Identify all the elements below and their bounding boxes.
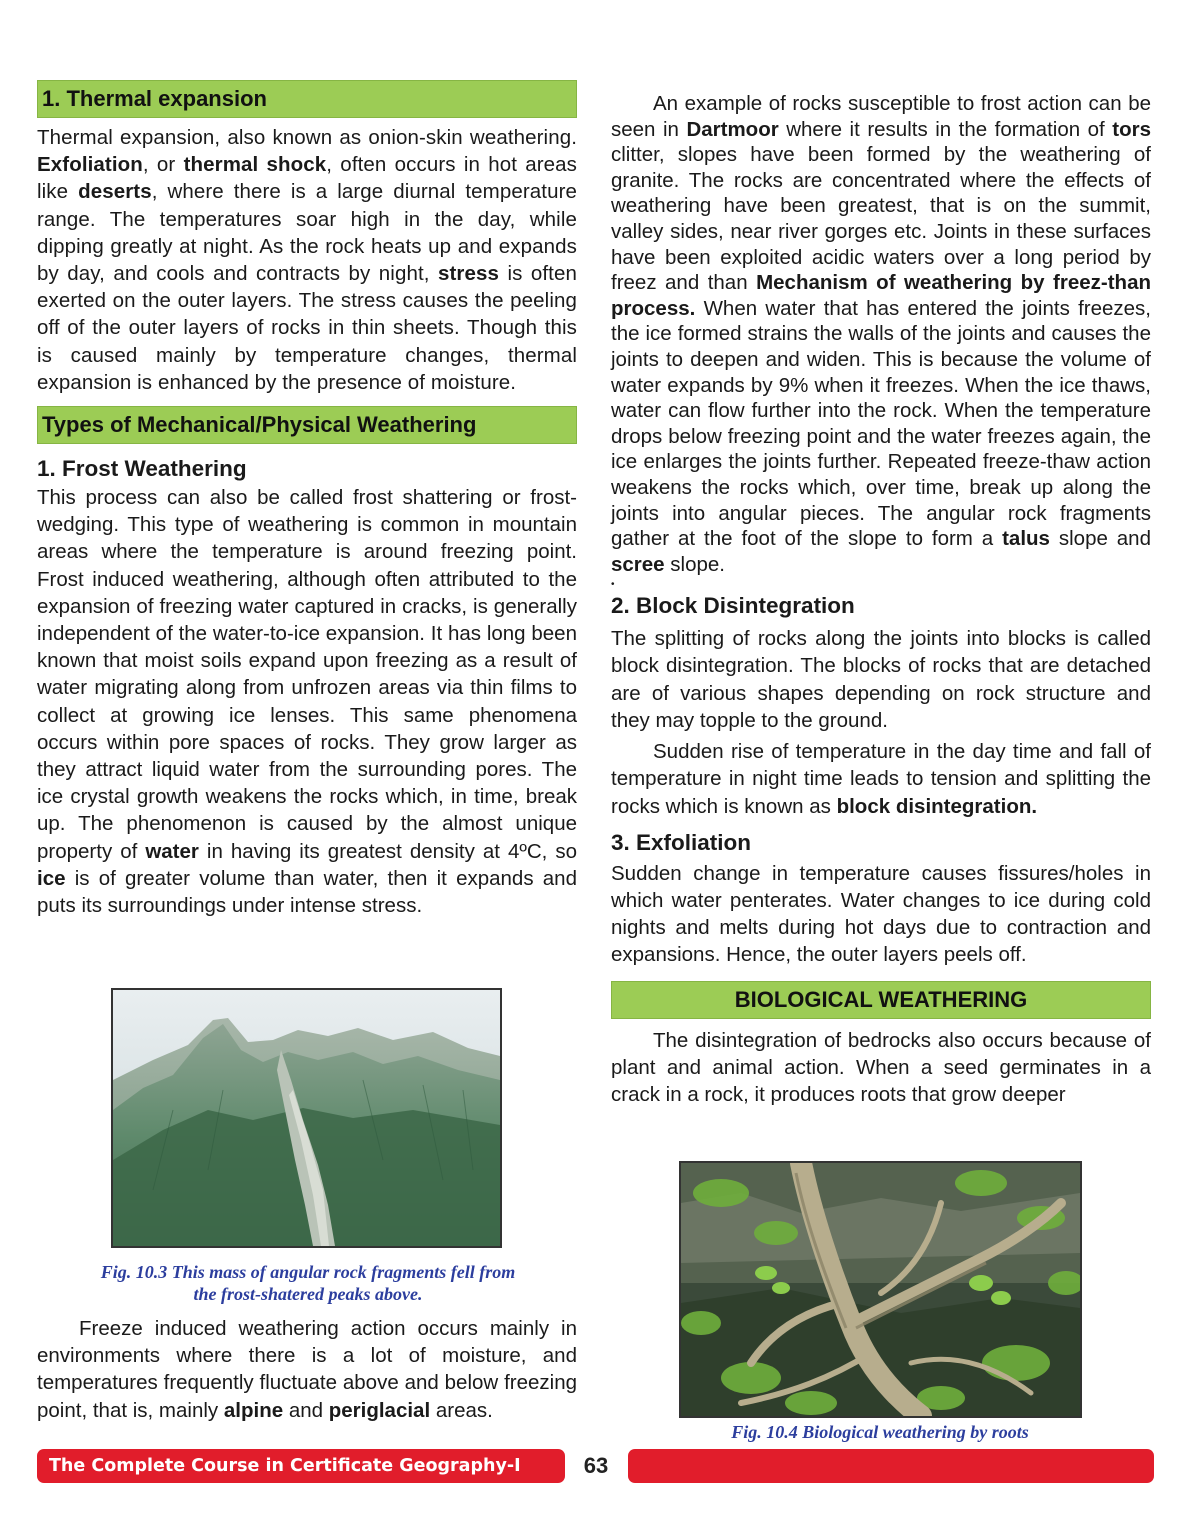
left-column-bottom [37, 1315, 577, 1424]
bold-term: talus [1002, 527, 1050, 551]
thermal-expansion-heading: 1. Thermal expansion [37, 80, 577, 118]
footer-right-bar [628, 1449, 1154, 1483]
fig-10-3-caption [60, 1261, 556, 1305]
bold-term: Mechanism of weathering by freez-than process. [611, 271, 1151, 320]
right-column [611, 91, 1151, 1108]
bold-term: deserts [78, 180, 152, 204]
frost-weathering-paragraph: This process can also be called frost shattering or frost-wedging. This type of weathering is common in mountain areas where the temperature is around freezing point. Frost induced weathering, although often attributed to the expansion of freezing water captured in cracks, is generally independent of the water-to-ice expansion. It has long been known that moist soils expand upon freezing as a result of water migrating along from unfrozen areas via thin films to collect at growing ice lenses. This same phenomena occurs within pore spaces of rocks. They grow larger as they attract liquid water from the surrounding pores. The ice crystal growth weakens the rocks which, in time, break up. The phenomenon is caused by the almost unique property of water in having its greatest density at 4ºC, so ice is of greater volume than water, then it expands and puts its surroundings under intense stress. [37, 486, 577, 918]
bold-term: block disintegration. [836, 794, 1038, 818]
biological-weathering-paragraph: The disintegration of bedrocks also occurs because of plant and animal action. When a seed germinates in a crack in a rock, it produces roots that grow deeper [611, 1028, 1151, 1106]
thermal-expansion-paragraph: Thermal expansion, also known as onion-skin weathering. Exfoliation, or thermal shock, often occurs in hot areas like deserts, where there is a large diurnal temperature range. The temperatures soar high in the day, while dipping greatly at night. As the rock heats up and expands by day, and cools and contracts by night, stress is often exerted on the outer layers. The stress causes the peeling off of the outer layers of rocks in thin sheets. Though this is caused mainly by temperature changes, thermal expansion is enhanced by the presence of moisture. [37, 126, 577, 394]
footer-book-title: The Complete Course in Certificate Geography-I [37, 1449, 565, 1483]
fig-10-3-mountain-photo [111, 988, 502, 1248]
exfoliation-heading: 3. Exfoliation [611, 829, 752, 855]
fig-10-4-caption: Fig. 10.4 Biological weathering by roots [731, 1422, 1029, 1442]
page-number: 63 [566, 1444, 626, 1488]
block-disintegration-paragraph-1: The splitting of rocks along the joints into blocks is called block disintegration. The blocks of rocks that are detached are of various shapes depending on rock structure and they may topple to the ground. [611, 627, 1151, 732]
bold-term: Exfoliation [37, 153, 143, 177]
fig-10-3-caption-line1: Fig. 10.3 This mass of angular rock fragments fell from [100, 1262, 516, 1282]
block-disintegration-paragraph-2: Sudden rise of temperature in the day time and fall of temperature in night time leads to tension and splitting the rocks which is known as block disintegration. [611, 740, 1151, 818]
left-column [37, 80, 577, 919]
types-of-weathering-heading: Types of Mechanical/Physical Weathering [37, 406, 577, 444]
frost-weathering-heading: 1. Frost Weathering [37, 456, 247, 482]
tree-roots-image [681, 1163, 1080, 1416]
biological-weathering-heading: BIOLOGICAL WEATHERING [611, 981, 1151, 1019]
bold-term: stress [438, 262, 500, 286]
dartmoor-paragraph: An example of rocks susceptible to frost action can be seen in Dartmoor where it results in the formation of tors clitter, slopes have been formed by the weathering of granite. The rocks are concentrated where the effects of weathering have been greatest, that is on the summit, valley sides, near river gorges etc. Joints in these surfaces have been exploited acidic waters over a long period by freez and than Mechanism of weathering by freez-than process. When water that has entered the joints freezes, the ice formed strains the walls of the joints and causes the joints to deepen and widen. This is because the volume of water expands by 9% when it freezes. When the ice thaws, water can flow further into the rock. When the temperature drops below freezing point and the water freezes again, the ice enlarges the joints further. Repeated freeze-thaw action weakens the rocks which, over time, break up along the joints into angular pieces. The angular rock fragments gather at the foot of the slope to form a talus slope and scree slope. [611, 92, 1151, 576]
bold-term: Dartmoor [686, 117, 779, 141]
bold-term: alpine [223, 1398, 284, 1422]
block-disintegration-heading: 2. Block Disintegration [611, 593, 855, 619]
bold-term: tors [1112, 117, 1151, 141]
bold-term: ice [37, 866, 66, 890]
fig-10-4-roots-photo [679, 1161, 1082, 1418]
bold-term: thermal shock [183, 153, 327, 177]
mountain-scree-image [113, 990, 500, 1246]
bold-term: scree [611, 552, 665, 576]
freeze-induced-paragraph: Freeze induced weathering action occurs mainly in environments where there is a lot of moisture, and temperatures frequently fluctuate above and below freezing point, that is, mainly alpine and periglacial areas. [37, 1317, 577, 1422]
fig-10-3-caption-line2: the frost-shatered peaks above. [193, 1284, 423, 1304]
bold-term: water [145, 839, 199, 863]
stray-dot-mark: • [611, 579, 615, 591]
exfoliation-paragraph: Sudden change in temperature causes fissures/holes in which water penterates. Water changes to ice during cold nights and melts during hot days due to contraction and expansions. Hence, the outer layers peels off. [611, 861, 1151, 967]
bold-term: periglacial [328, 1398, 431, 1422]
